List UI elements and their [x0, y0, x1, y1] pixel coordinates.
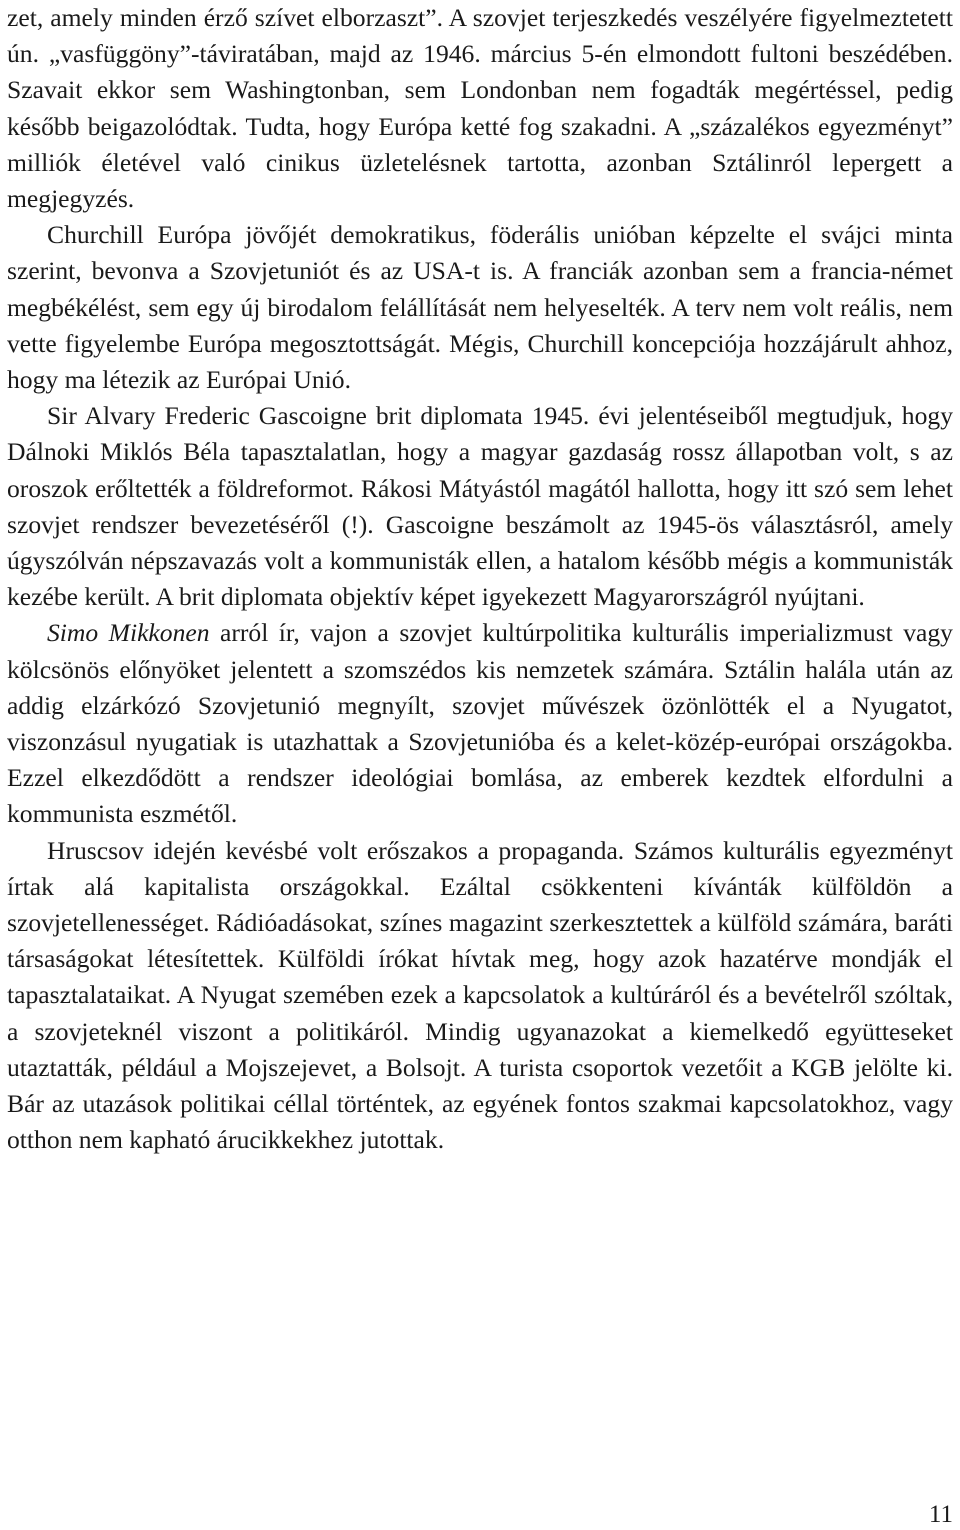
paragraph-continued: zet, amely minden érző szívet elborzaszt”. A szovjet terjeszkedés veszélyére figyelmeztetett ún. „vasfüggöny”-táviratában, majd az 1946. március 5-én elmondott fultoni beszédében. Szavait ekkor sem Washingtonban, sem Londonban nem fogadták megértéssel, pedig később beigazolódtak. Tudta, hogy Európa ketté fog szakadni. A „százalékos egyezményt” milliók életével való cinikus üzletelésnek tartotta, azonban Sztálinról lepergett a megjegyzés. — [7, 3, 953, 214]
page-number: 11 — [928, 1501, 953, 1528]
paragraph-hruscsov: Hruscsov idején kevésbé volt erőszakos a propaganda. Számos kulturális egyezményt írtak alá kapitalista országokkal. Ezáltal csökkenteni kívánták külföldön a szovjetellenességet. Rádióadásokat, színes magazint szerkesztettek a külföld számára, baráti társaságokat létesítettek. Külföldi írókat hívtak meg, hogy azok hazatérve mondják el tapasztalataikat. A Nyugat szemében ezek a kapcsolatok a kultúráról és a bevételről szóltak, a szovjeteknél viszont a politikáról. Mindig ugyanazokat a kiemelkedő együtteseket utaztatták, például a Mojszejevet, a Bolsojt. A turista csoportok vezetőit a KGB jelölte ki. Bár az utazások politikai céllal történtek, az egyének fontos szakmai kapcsolatokhoz, vagy otthon nem kapható árucikkekhez jutottak. — [7, 835, 953, 1155]
book-page — [7, 0, 953, 1530]
paragraph-gascoigne: Sir Alvary Frederic Gascoigne brit diplomata 1945. évi jelentéseiből megtudjuk, hogy Dálnoki Miklós Béla tapasztalatlan, hogy a magyar gazdaság rossz állapotban volt, s az oroszok erőltették a földreformot. Rákosi Mátyástól magától hallotta, hogy itt szó sem lehet szovjet rendszer bevezetéséről (!). Gascoigne beszámolt az 1945-ös választásról, amely úgyszólván népszavazás volt a kommunisták ellen, a hatalom később mégis a kommunisták kezébe került. A brit diplomata objektív képet igyekezett Magyarországról nyújtani. — [7, 401, 953, 612]
paragraph-churchill: Churchill Európa jövőjét demokratikus, föderális unióban képzelte el svájci minta szerint, bevonva a Szovjetuniót és az USA-t is. A franciák azonban sem a francia-német megbékélést, sem egy új birodalom felállítását nem helyeselték. A terv nem volt reális, nem vette figyelembe Európa megosztottságát. Mégis, Churchill koncepciója hozzájárult ahhoz, hogy ma létezik az Európai Unió. — [7, 220, 953, 395]
paragraph-mikkonen — [7, 615, 953, 832]
author-name: Simo Mikkonen — [47, 618, 210, 648]
paragraph-mikkonen-text: arról ír, vajon a szovjet kultúrpolitika kulturális imperializmust vagy kölcsönös előnyöket jelentett a szomszédos kis nemzetek számára. Sztálin halála után az addig elzárkózó Szovjetunió megnyílt, szovjet művészek özönlötték el a Nyugatot, viszonzásul nyugatiak is utazhattak a Szovjetunióba és a kelet-közép-európai országokba. Ezzel elkezdődött a rendszer ideológiai bomlása, az emberek kezdtek elfordulni a kommunista eszmétől. — [7, 618, 953, 829]
